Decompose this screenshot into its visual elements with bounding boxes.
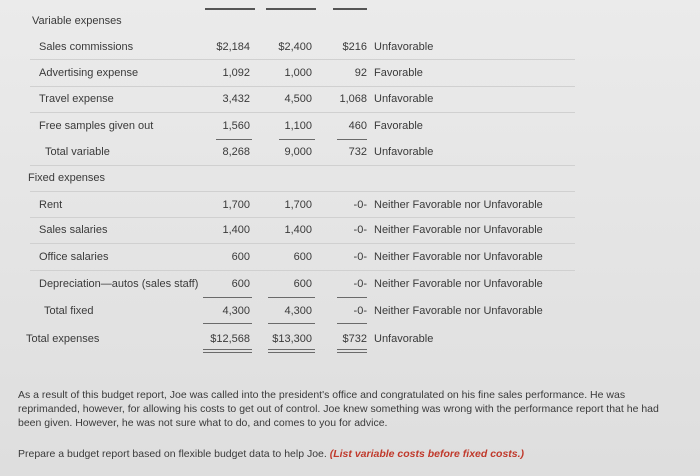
subtotal-rule-budget	[203, 297, 252, 298]
row-status: Unfavorable	[374, 93, 434, 105]
row-actual: 1,000	[284, 67, 312, 79]
header-rule-difference	[333, 8, 367, 10]
row-budget: 1,700	[222, 199, 250, 211]
row-actual: 1,700	[284, 199, 312, 211]
row-label: Office salaries	[39, 251, 109, 263]
row-difference: 460	[348, 120, 367, 132]
total-fixed-difference: -0-	[353, 305, 367, 317]
subtotal-rule-difference	[337, 297, 367, 298]
total-fixed-actual: 4,300	[284, 305, 312, 317]
double-rule-difference	[337, 349, 367, 350]
row-budget: 1,092	[222, 67, 250, 79]
instruction-note: (List variable costs before fixed costs.)	[329, 448, 525, 460]
row-actual: 4,500	[284, 93, 312, 105]
subtotal-rule-actual	[268, 297, 315, 298]
total-variable-status: Unfavorable	[374, 146, 434, 158]
row-label: Travel expense	[39, 93, 114, 105]
double-rule-actual	[268, 352, 315, 353]
row-status: Unfavorable	[374, 41, 434, 53]
row-actual: $2,400	[278, 41, 312, 53]
fixed-expenses-heading: Fixed expenses	[28, 172, 106, 184]
row-divider	[30, 217, 575, 218]
row-divider	[30, 270, 575, 271]
row-difference: 1,068	[339, 93, 367, 105]
row-actual: 1,400	[284, 224, 312, 236]
total-expenses-budget: $12,568	[210, 333, 250, 345]
total-variable-actual: 9,000	[284, 146, 312, 158]
variable-expenses-heading: Variable expenses	[32, 15, 122, 27]
row-divider	[30, 243, 575, 244]
total-fixed-budget: 4,300	[222, 305, 250, 317]
row-status: Favorable	[374, 67, 423, 79]
instruction-text: Prepare a budget report based on flexible budget data to help Joe.	[18, 448, 327, 460]
subtotal-rule-budget	[216, 139, 252, 140]
row-difference: -0-	[353, 251, 367, 263]
row-budget: 3,432	[222, 93, 250, 105]
row-status: Neither Favorable nor Unfavorable	[374, 251, 543, 263]
row-budget: 1,560	[222, 120, 250, 132]
subtotal-rule-difference	[337, 139, 367, 140]
row-actual: 1,100	[284, 120, 312, 132]
row-status: Neither Favorable nor Unfavorable	[374, 278, 543, 290]
header-rule-budget	[205, 8, 255, 10]
row-label: Sales commissions	[39, 41, 134, 53]
row-difference: -0-	[353, 224, 367, 236]
header-rule-actual	[266, 8, 316, 10]
row-status: Neither Favorable nor Unfavorable	[374, 199, 543, 211]
total-rule-budget	[203, 323, 252, 324]
total-fixed-label: Total fixed	[44, 305, 94, 317]
instruction-line	[18, 447, 683, 461]
total-variable-difference: 732	[348, 146, 367, 158]
row-label: Rent	[39, 199, 63, 211]
row-difference: -0-	[353, 199, 367, 211]
total-fixed-status: Neither Favorable nor Unfavorable	[374, 305, 543, 317]
total-expenses-actual: $13,300	[272, 333, 312, 345]
row-status: Favorable	[374, 120, 423, 132]
row-difference: -0-	[353, 278, 367, 290]
total-rule-difference	[337, 323, 367, 324]
row-difference: $216	[342, 41, 367, 53]
row-difference: 92	[354, 67, 367, 79]
row-label: Free samples given out	[39, 120, 154, 132]
narrative-paragraph: As a result of this budget report, Joe was called into the president's office and congratulated on his fine sales performance. He was reprimanded, however, for allowing his costs to get out of control. Joe knew something was wrong with the performance report that he had been given. However, he was not sure what to do, and comes to you for advice.	[18, 389, 659, 429]
total-expenses-label: Total expenses	[26, 333, 100, 345]
double-rule-budget	[203, 349, 252, 350]
subtotal-rule-actual	[279, 139, 315, 140]
row-budget: 600	[231, 251, 250, 263]
row-budget: 1,400	[222, 224, 250, 236]
double-rule-actual	[268, 349, 315, 350]
total-expenses-difference: $732	[342, 333, 367, 345]
row-divider	[30, 86, 575, 87]
row-divider	[30, 112, 575, 113]
total-variable-label: Total variable	[45, 146, 110, 158]
double-rule-budget	[203, 352, 252, 353]
total-rule-actual	[268, 323, 315, 324]
row-divider	[30, 191, 575, 192]
double-rule-difference	[337, 352, 367, 353]
row-budget: 600	[231, 278, 250, 290]
row-status: Neither Favorable nor Unfavorable	[374, 224, 543, 236]
row-actual: 600	[293, 278, 312, 290]
row-divider	[30, 59, 575, 60]
row-divider	[30, 165, 575, 166]
row-label: Sales salaries	[39, 224, 108, 236]
row-label: Advertising expense	[39, 67, 139, 79]
total-variable-budget: 8,268	[222, 146, 250, 158]
total-expenses-status: Unfavorable	[374, 333, 434, 345]
row-label: Depreciation—autos (sales staff)	[39, 278, 199, 290]
row-actual: 600	[293, 251, 312, 263]
row-budget: $2,184	[216, 41, 250, 53]
